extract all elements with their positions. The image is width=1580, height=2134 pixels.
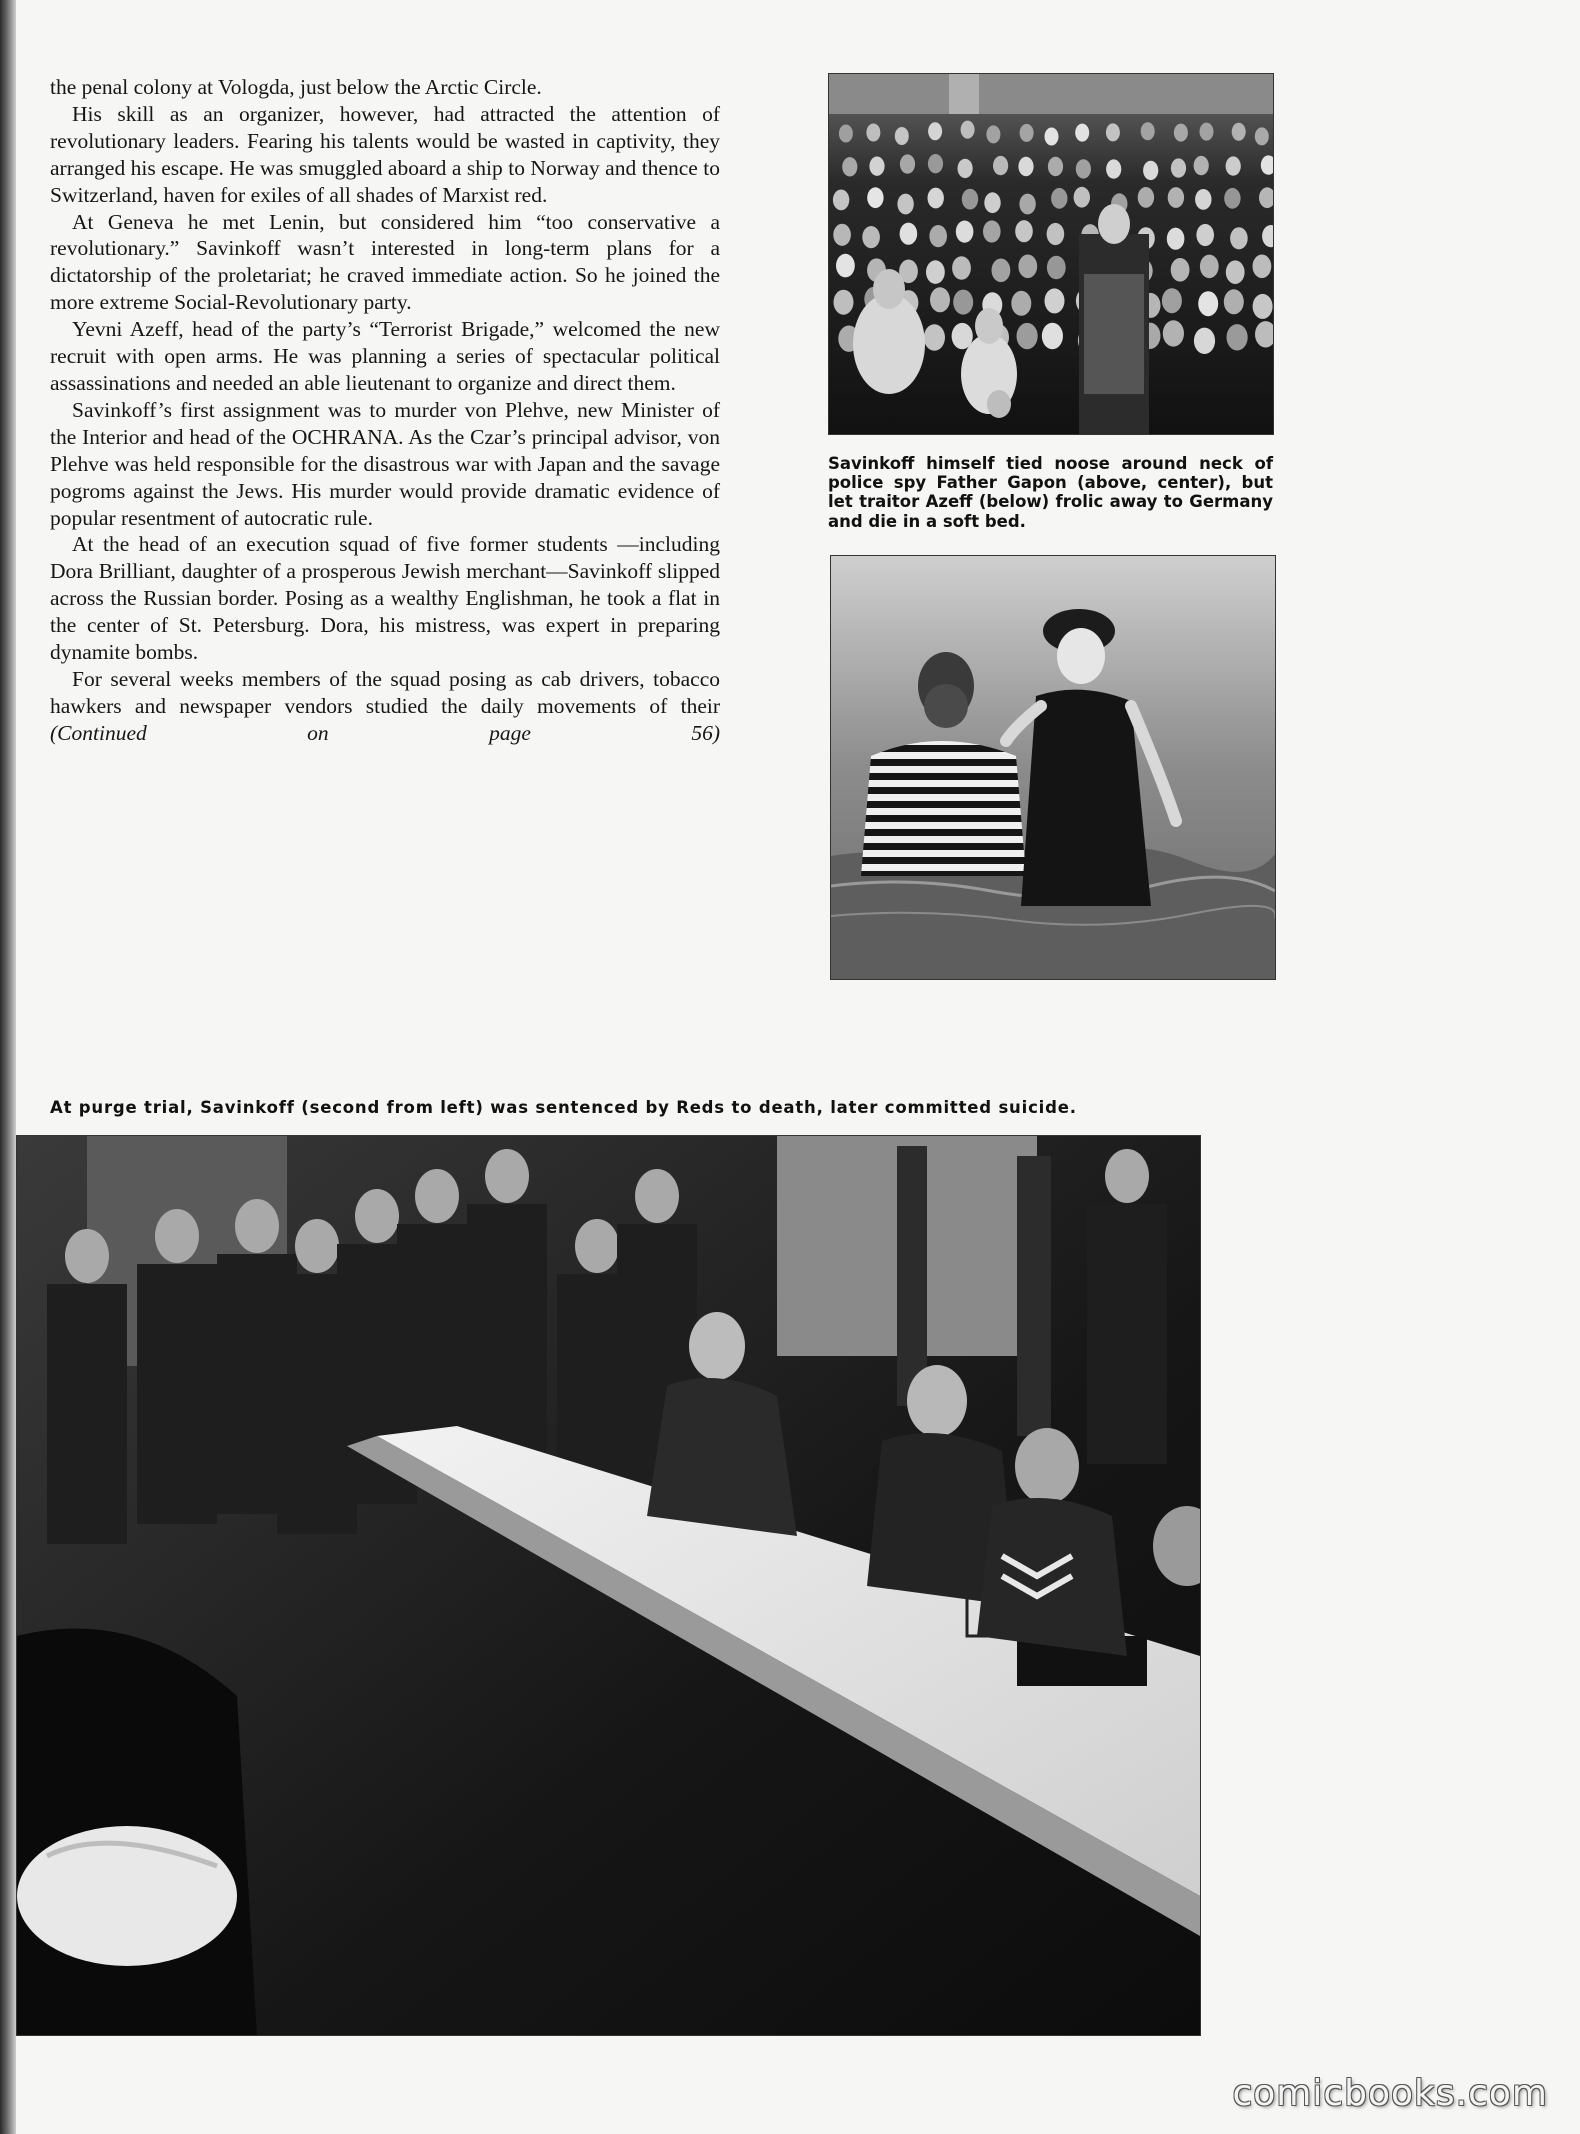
article-paragraph: At Geneva he met Lenin, but considered him “too conservative a revolutionary.” Savinkoff wasn’t interested in long-term plans for a dictatorship of the proletariat; he craved immediate action. So he joined the more extreme Social-Revolutionary party. xyxy=(50,209,720,315)
bathing-photo-art xyxy=(831,556,1275,979)
bathing-photo xyxy=(830,555,1276,980)
article-paragraph: the penal colony at Vologda, just below the Arctic Circle. xyxy=(50,75,542,99)
article-paragraph: At the head of an execution squad of five former students —including Dora Brilliant, daughter of a prosperous Jewish merchant—Savinkoff slipped across the Russian border. Posing as a wealthy Englishman, he took a flat in the center of St. Petersburg. Dora, his mistress, was expert in preparing dynamite bombs. xyxy=(50,532,720,665)
crowd-photo-art xyxy=(829,74,1273,434)
trial-photo xyxy=(16,1135,1201,2036)
photo-caption-top: Savinkoff himself tied noose around neck of police spy Father Gapon (above, center), but let traitor Azeff (below) frolic away to Germany and die in a soft bed. xyxy=(828,454,1273,531)
continued-note: (Continued on page 56) xyxy=(50,720,720,745)
photo-caption-trial: At purge trial, Savinkoff (second from left) was sentenced by Reds to death, later committed suicide. xyxy=(50,1098,1077,1117)
article-paragraph-final xyxy=(50,666,720,747)
article-paragraph: Yevni Azeff, head of the party’s “Terrorist Brigade,” welcomed the new recruit with open arms. He was planning a series of spectacular political assassinations and needed an able lieutenant to organize and direct them. xyxy=(50,317,720,395)
article-paragraph: Savinkoff’s first assignment was to murder von Plehve, new Minister of the Interior and head of the OCHRANA. As the Czar’s principal advisor, von Plehve was held responsible for the disastrous war with Japan and the savage pogroms against the Jews. His murder would provide dramatic evidence of popular resentment of autocratic rule. xyxy=(50,397,720,530)
article-body xyxy=(50,74,720,747)
trial-photo-art xyxy=(17,1136,1200,2035)
crowd-photo xyxy=(828,73,1274,435)
watermark-text: comicbooks.com xyxy=(1232,2073,1548,2114)
article-paragraph-text: For several weeks members of the squad posing as cab drivers, tobacco hawkers and newspaper vendors studied the daily movements of their xyxy=(50,666,720,718)
article-paragraph: His skill as an organizer, however, had attracted the attention of revolutionary leaders. Fearing his talents would be wasted in captivity, they arranged his escape. He was smuggled aboard a ship to Norway and thence to Switzerland, haven for exiles of all shades of Marxist red. xyxy=(50,101,720,207)
page-binding-shadow xyxy=(0,0,16,2134)
